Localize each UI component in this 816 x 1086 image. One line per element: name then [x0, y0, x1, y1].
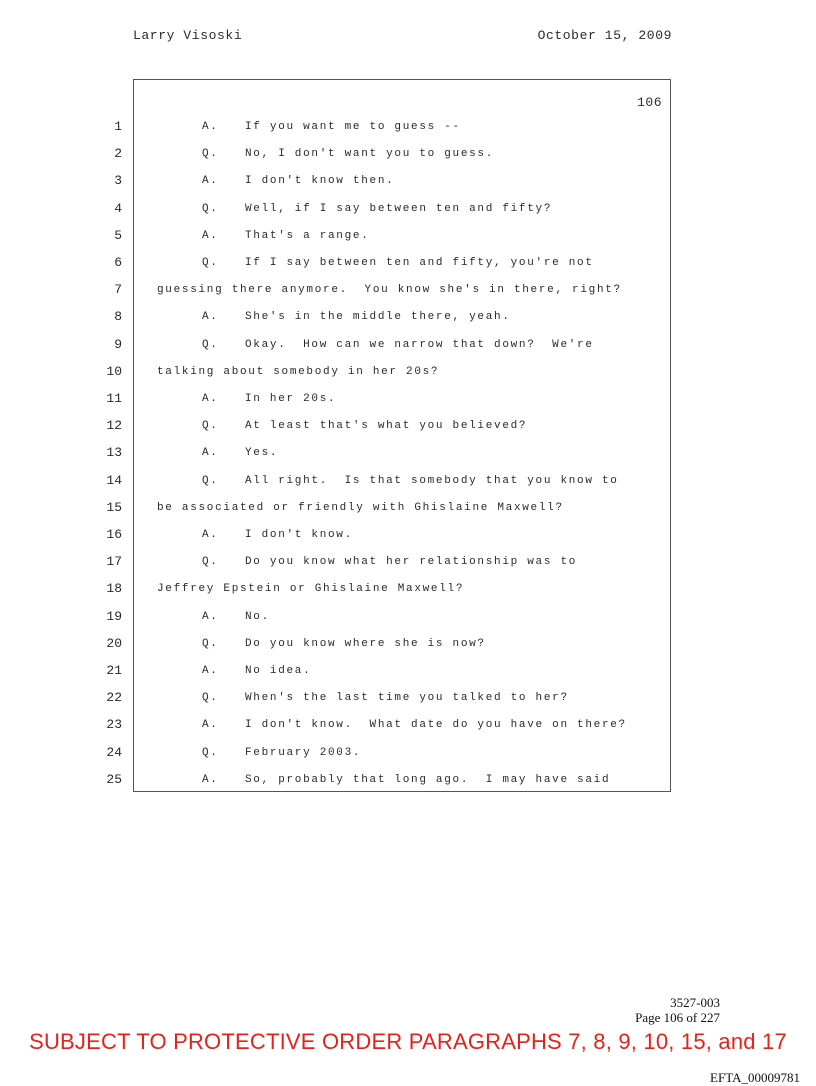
- transcript-line: [202, 772, 717, 788]
- line-number: 5: [114, 228, 122, 243]
- transcript-line: [202, 527, 717, 543]
- case-id: 3527-003: [670, 995, 720, 1010]
- line-number: 19: [106, 609, 122, 624]
- line-number: 7: [114, 282, 122, 297]
- speaker-label: A.: [202, 611, 219, 623]
- line-text: Okay. How can we narrow that down? We're: [245, 339, 594, 351]
- line-number: 4: [114, 201, 122, 216]
- transcript-line: [202, 717, 717, 733]
- line-number: 15: [106, 500, 122, 515]
- transcript-line: [202, 445, 717, 461]
- transcript-line: [202, 119, 717, 135]
- transcript-line: [202, 201, 717, 217]
- transcript-line: [202, 173, 717, 189]
- line-text: No, I don't want you to guess.: [245, 148, 495, 160]
- line-number: 1: [114, 119, 122, 134]
- speaker-label: Q.: [202, 638, 219, 650]
- line-text: When's the last time you talked to her?: [245, 692, 569, 704]
- line-text: All right. Is that somebody that you know to: [245, 475, 619, 487]
- speaker-label: Q.: [202, 556, 219, 568]
- transcript-line: [157, 364, 672, 380]
- line-number: 14: [106, 473, 122, 488]
- transcript-line: [202, 636, 717, 652]
- line-number: 21: [106, 663, 122, 678]
- line-number: 25: [106, 772, 122, 787]
- line-text: I don't know. What date do you have on there?: [245, 719, 627, 731]
- speaker-label: A.: [202, 311, 219, 323]
- transcript-line: [157, 282, 672, 298]
- transcript-line: [157, 500, 672, 516]
- transcript-line: [202, 663, 717, 679]
- line-text: No.: [245, 611, 270, 623]
- speaker-label: A.: [202, 774, 219, 786]
- speaker-label: Q.: [202, 420, 219, 432]
- speaker-label: A.: [202, 393, 219, 405]
- line-text: She's in the middle there, yeah.: [245, 311, 511, 323]
- line-text: At least that's what you believed?: [245, 420, 528, 432]
- transcript-line: [202, 228, 717, 244]
- line-number: 23: [106, 717, 122, 732]
- speaker-label: A.: [202, 175, 219, 187]
- line-number: 16: [106, 527, 122, 542]
- line-text: Jeffrey Epstein or Ghislaine Maxwell?: [157, 583, 465, 595]
- line-number: 11: [106, 391, 122, 406]
- speaker-label: A.: [202, 719, 219, 731]
- line-number: 13: [106, 445, 122, 460]
- speaker-label: A.: [202, 230, 219, 242]
- line-text: Yes.: [245, 447, 279, 459]
- speaker-label: Q.: [202, 747, 219, 759]
- line-number: 17: [106, 554, 122, 569]
- speaker-label: Q.: [202, 475, 219, 487]
- line-number: 18: [106, 581, 122, 596]
- line-text: Do you know where she is now?: [245, 638, 486, 650]
- line-number: 6: [114, 255, 122, 270]
- line-number: 22: [106, 690, 122, 705]
- transcript-page-number: 106: [637, 95, 662, 110]
- line-number: 24: [106, 745, 122, 760]
- line-text: February 2003.: [245, 747, 362, 759]
- line-text: talking about somebody in her 20s?: [157, 366, 440, 378]
- deposition-date: October 15, 2009: [537, 28, 672, 43]
- speaker-label: Q.: [202, 692, 219, 704]
- transcript-line: [202, 146, 717, 162]
- speaker-label: A.: [202, 529, 219, 541]
- line-text: That's a range.: [245, 230, 370, 242]
- line-text: I don't know then.: [245, 175, 395, 187]
- transcript-line: [202, 473, 717, 489]
- line-text: No idea.: [245, 665, 312, 677]
- transcript-line: [202, 337, 717, 353]
- transcript-line: [157, 581, 672, 597]
- speaker-label: Q.: [202, 203, 219, 215]
- transcript-line: [202, 690, 717, 706]
- witness-name: Larry Visoski: [133, 28, 243, 43]
- line-text: be associated or friendly with Ghislaine Maxwell?: [157, 502, 564, 514]
- transcript-line: [202, 309, 717, 325]
- line-number: 10: [106, 364, 122, 379]
- page-of-total: Page 106 of 227: [635, 1010, 720, 1025]
- line-text: So, probably that long ago. I may have said: [245, 774, 611, 786]
- speaker-label: A.: [202, 447, 219, 459]
- line-number: 3: [114, 173, 122, 188]
- line-number: 20: [106, 636, 122, 651]
- line-text: If I say between ten and fifty, you're not: [245, 257, 594, 269]
- transcript-line: [202, 418, 717, 434]
- speaker-label: Q.: [202, 148, 219, 160]
- line-number: 12: [106, 418, 122, 433]
- transcript-line: [202, 255, 717, 271]
- line-number: 8: [114, 309, 122, 324]
- transcript-line: [202, 745, 717, 761]
- speaker-label: A.: [202, 665, 219, 677]
- line-text: Do you know what her relationship was to: [245, 556, 578, 568]
- transcript-line: [202, 391, 717, 407]
- line-text: I don't know.: [245, 529, 353, 541]
- line-number: 9: [114, 337, 122, 352]
- speaker-label: A.: [202, 121, 219, 133]
- speaker-label: Q.: [202, 339, 219, 351]
- line-text: In her 20s.: [245, 393, 337, 405]
- line-text: guessing there anymore. You know she's in there, right?: [157, 284, 622, 296]
- protective-order-notice: SUBJECT TO PROTECTIVE ORDER PARAGRAPHS 7, 8, 9, 10, 15, and 17: [29, 1029, 787, 1054]
- line-text: If you want me to guess --: [245, 121, 461, 133]
- line-number: 2: [114, 146, 122, 161]
- line-text: Well, if I say between ten and fifty?: [245, 203, 553, 215]
- transcript-line: [202, 554, 717, 570]
- bates-number: EFTA_00009781: [710, 1070, 800, 1085]
- transcript-line: [202, 609, 717, 625]
- speaker-label: Q.: [202, 257, 219, 269]
